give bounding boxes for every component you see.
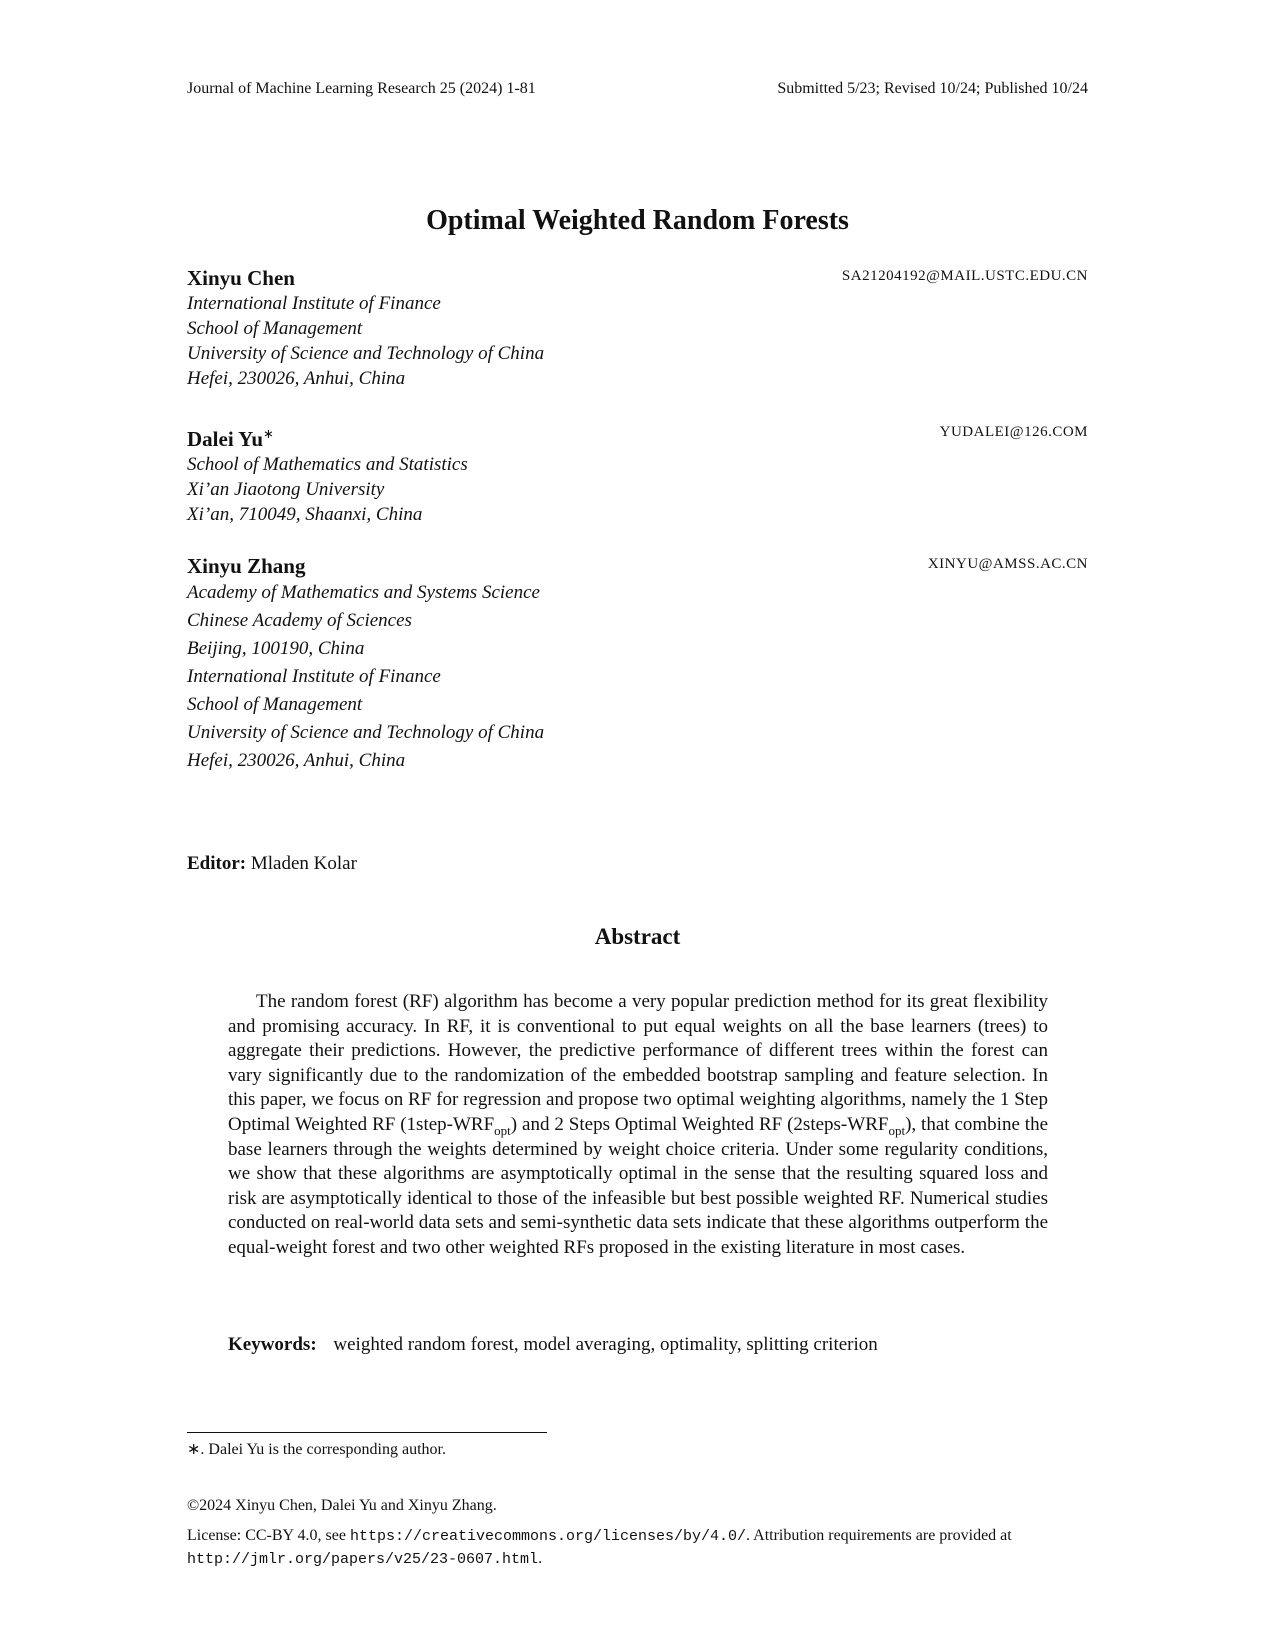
corresponding-marker[interactable]: ∗	[263, 426, 274, 441]
author-email[interactable]: SA21204192@MAIL.USTC.EDU.CN	[841, 268, 1088, 284]
footnote: ∗. Dalei Yu is the corresponding author.	[187, 1441, 446, 1458]
author-email[interactable]: YUDALEI@126.COM	[939, 424, 1088, 440]
copyright-notice: ©2024 Xinyu Chen, Dalei Yu and Xinyu Zhang.	[187, 1497, 497, 1514]
editor-name: Mladen Kolar	[250, 853, 357, 874]
journal-header: Journal of Machine Learning Research 25 (2024) 1-81	[187, 80, 536, 97]
paper-link[interactable]: http://jmlr.org/papers/v25/23-0607.html	[187, 1551, 539, 1568]
keywords-line	[228, 1334, 878, 1356]
author-block-3	[187, 553, 1088, 775]
keywords-text: weighted random forest, model averaging, optimality, splitting criterion	[333, 1334, 878, 1355]
author-affiliation: Academy of Mathematics and Systems Science Chinese Academy of Sciences Beijing, 100190, China International Institute of Finance School of Management University of Science and Technology of China Hefei, 230026, Anhui, China	[187, 582, 545, 771]
author-affiliation: School of Mathematics and Statistics Xi’an Jiaotong University Xi’an, 710049, Shaanxi, China	[187, 454, 468, 525]
author-affiliation: International Institute of Finance School of Management University of Science and Technology of China Hefei, 230026, Anhui, China	[187, 293, 545, 389]
author-email[interactable]: XINYU@AMSS.AC.CN	[927, 556, 1088, 572]
license-link[interactable]: https://creativecommons.org/licenses/by/4.0/	[349, 1528, 747, 1545]
license-notice: License: CC-BY 4.0, see https://creativecommons.org/licenses/by/4.0/. Attribution requirements are provided at http://jmlr.org/papers/v25/23-0607.html.	[187, 1527, 1012, 1568]
author-name: Xinyu Chen	[187, 266, 295, 290]
abstract-text: The random forest (RF) algorithm has become a very popular prediction method for its great flexibility and promising accuracy. In RF, it is conventional to put equal weights on all the base learners (trees) to aggregate their predictions. However, the predictive performance of different trees within the forest can vary significantly due to the randomization of the embedded bootstrap sampling and feature selection. In this paper, we focus on RF for regression and propose two optimal weighting algorithms, namely the 1 Step Optimal Weighted RF $(1step-WRF_{opt})$ and 2 Steps Optimal Weighted RF $(2steps-WRF_{opt})$, that combine the base learners through the weights determined by weight choice criteria. Under some regularity conditions, we show that these algorithms are asymptotically optimal in the sense that the resulting squared loss and risk are asymptotically identical to those of the infeasible but best possible weighted RF. Numerical studies conducted on real-world data sets and semi-synthetic data sets indicate that these algorithms outperform the equal-weight forest and two other weighted RFs proposed in the existing literature in most cases.	[228, 991, 1048, 1258]
author-name: Xinyu Zhang	[187, 554, 306, 578]
publication-dates: Submitted 5/23; Revised 10/24; Published 10/24	[777, 80, 1088, 97]
editor-label: Editor:	[187, 853, 247, 874]
footnote-divider	[187, 1432, 547, 1433]
keywords-label: Keywords:	[228, 1334, 317, 1355]
author-block-2	[187, 421, 1088, 527]
editor-line	[187, 853, 357, 875]
abstract-heading: Abstract	[594, 924, 681, 949]
paper-title: Optimal Weighted Random Forests	[426, 205, 849, 236]
author-block-1	[187, 265, 1088, 391]
author-name: Dalei Yu∗	[187, 426, 274, 451]
